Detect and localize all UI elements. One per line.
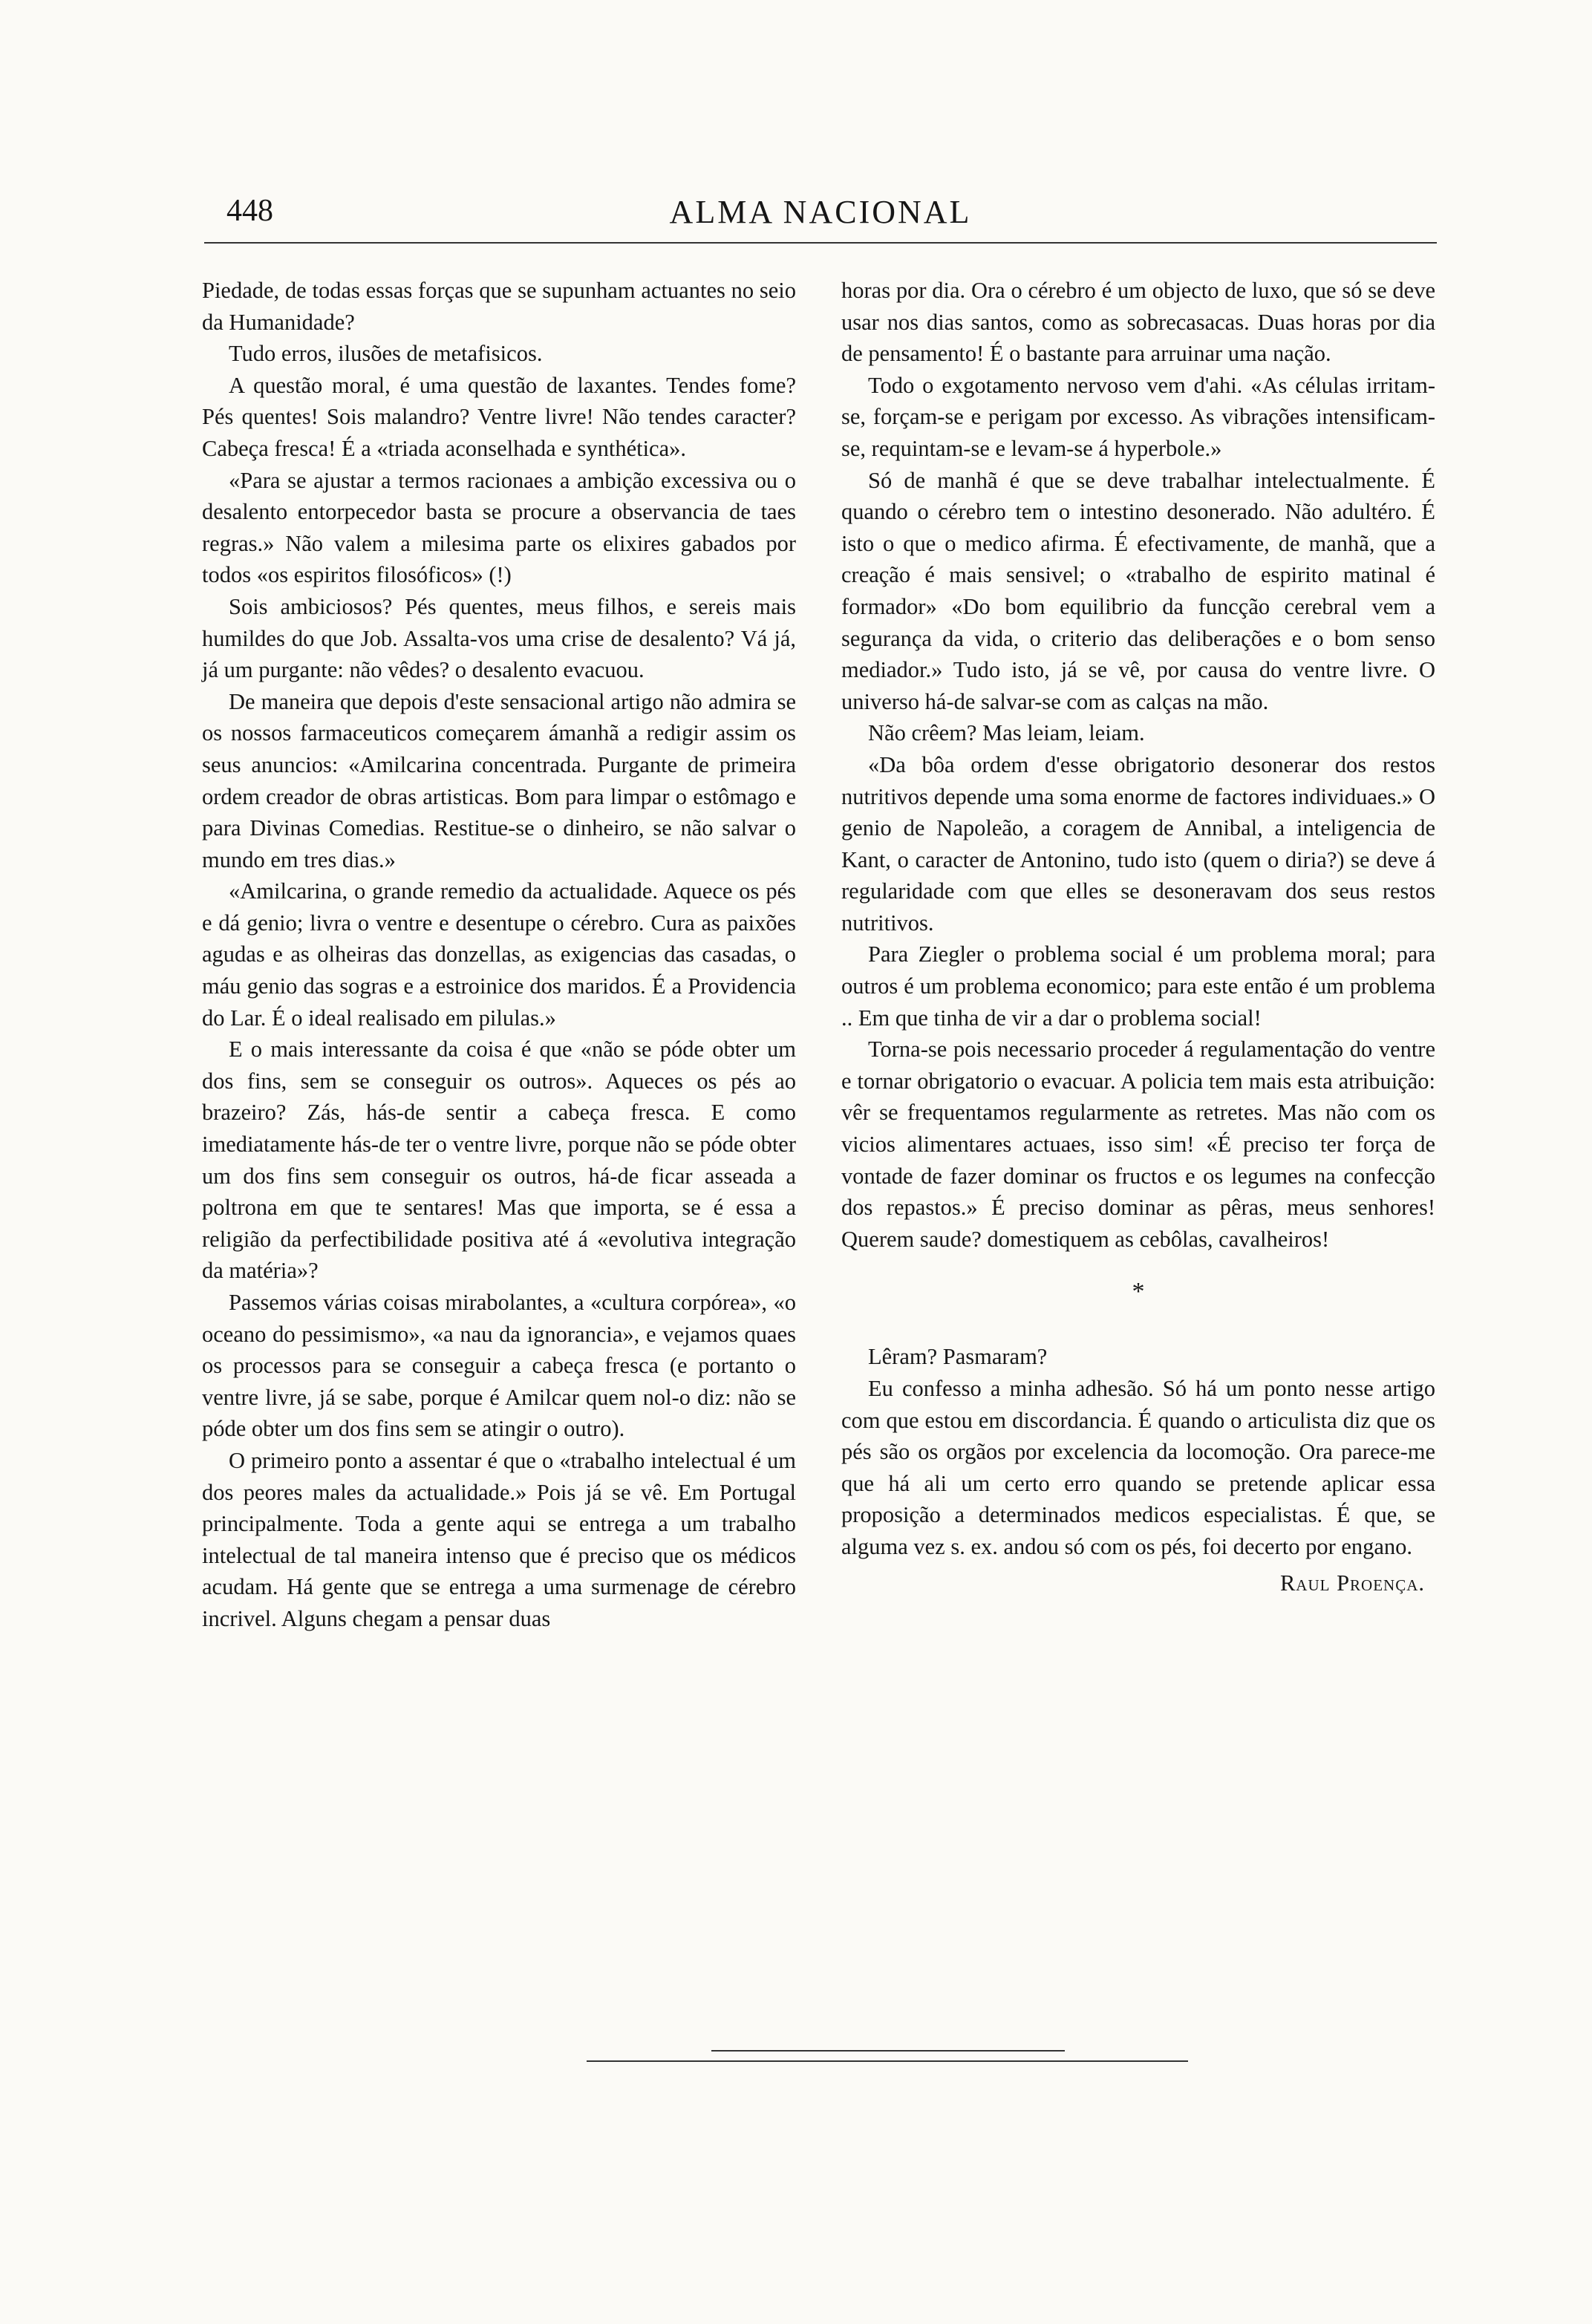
- author-signature: Raul Proença.: [1279, 1570, 1425, 1596]
- paragraph: Piedade, de todas essas forças que se supunham actuantes no seio da Humanidade?: [202, 278, 796, 335]
- right-column: [841, 275, 1435, 1599]
- paragraph: horas por dia. Ora o cérebro é um objecto de luxo, que só se deve usar nos dias santos, como as sobrecasacas. Duas horas por dia de pensamento! É o bastante para arruinar uma nação.: [841, 278, 1435, 367]
- paragraph: «Da bôa ordem d'esse obrigatorio desonerar dos restos nutritivos depende uma soma enorme de factores individuaes.» O genio de Napoleão, a coragem de Annibal, a inteligencia de Kant, o caracter de Antonino, tudo isto (quem o diria?) se deve á regularidade com que elles se desoneravam dos seus restos nutritivos.: [841, 751, 1435, 936]
- paragraph: Para Ziegler o problema social é um problema moral; para outros é um problema economico; para este então é um problema .. Em que tinha de vir a dar o problema social!: [841, 941, 1435, 1031]
- section-asterisk: *: [1132, 1278, 1145, 1306]
- left-column: [202, 275, 796, 1635]
- paragraph: Todo o exgotamento nervoso vem d'ahi. «As células irritam-se, forçam-se e perigam por excesso. As vibrações intensificam-se, requintam-se e levam-se á hyperbole.»: [841, 372, 1435, 461]
- paragraph: Tudo erros, ilusões de metafisicos.: [229, 341, 543, 367]
- footer-rule-short: [711, 2050, 1065, 2052]
- footer-rule-long: [587, 2060, 1188, 2062]
- paragraph: Lêram? Pasmaram?: [868, 1344, 1048, 1370]
- paragraph: Torna-se pois necessario proceder á regulamentação do ventre e tornar obrigatorio o evacuar. A policia tem mais esta atribuição: vêr se frequentamos regularmente as retretes. Mas não com os vicios alimentares actuaes, isso sim! «É preciso ter força de vontade de fazer dominar os fructos e os legumes na confecção dos repastos.» É preciso dominar as pêras, meus senhores! Querem saude? domestiquem as cebôlas, cavalheiros!: [841, 1037, 1435, 1252]
- paragraph: E o mais interessante da coisa é que «não se póde obter um dos fins, sem se conseguir os outros». Aqueces os pés ao brazeiro? Zás, hás-de sentir a cabeça fresca. E como imediatamente hás-de ter o ventre livre, porque não se póde obter um dos fins sem conseguir os outros, há-de ficar asseada a poltrona em que te sentares! Mas que importa, se é essa a religião da perfectibilidade positiva até á «evolutiva integração da matéria»?: [202, 1037, 796, 1284]
- paragraph: O primeiro ponto a assentar é que o «trabalho intelectual é um dos peores males da actualidade.» Pois já se vê. Em Portugal principalmente. Toda a gente aqui se entrega a um trabalho intelectual de tal maneira intenso que é preciso que os médicos acudam. Há gente que se entrega a uma surmenage de cérebro incrivel. Alguns chegam a pensar duas: [202, 1447, 796, 1631]
- running-title: ALMA NACIONAL: [669, 194, 972, 230]
- paragraph: Não crêem? Mas leiam, leiam.: [868, 720, 1145, 746]
- paragraph: «Para se ajustar a termos racionaes a ambição excessiva ou o desalento entorpecedor basta se procure a observancia de taes regras.» Não valem a milesima parte os elixires gabados por todos «os espiritos filosóficos» (!): [202, 467, 796, 588]
- paragraph: Passemos várias coisas mirabolantes, a «cultura corpórea», «o oceano do pessimismo», «a nau da ignorancia», e vejamos quaes os processos para se conseguir a cabeça fresca (e portanto o ventre livre, já se sabe, porque é Amilcar quem nol-o diz: não se póde obter um dos fins sem se atingir o outro).: [202, 1290, 796, 1442]
- paragraph: Só de manhã é que se deve trabalhar intelectualmente. É quando o cérebro tem o intestino desonerado. Não adultéro. É isto o que o medico afirma. É efectivamente, de manhã, que a creação é mais sensivel; o «trabalho de espirito matinal é formador» «Do bom equilibrio da funcção cerebral vem a segurança da vida, o criterio das deliberações e o bom senso mediador.» Tudo isto, já se vê, por causa do ventre livre. O universo há-de salvar-se com as calças na mão.: [841, 467, 1435, 714]
- page-header: [204, 187, 1437, 247]
- paragraph: «Amilcarina, o grande remedio da actualidade. Aquece os pés e dá genio; livra o ventre e desentupe o cérebro. Cura as paixões agudas e as olheiras das donzellas, as exigencias das casadas, o máu genio das sogras e a estroinice dos maridos. É a Providencia do Lar. É o ideal realisado em pilulas.»: [202, 878, 796, 1031]
- paragraph: A questão moral, é uma questão de laxantes. Tendes fome? Pés quentes! Sois malandro? Ventre livre! Não tendes caracter? Cabeça fresca! É a «triada aconselhada e synthética».: [202, 372, 796, 461]
- page-number: 448: [226, 194, 273, 228]
- paragraph: De maneira que depois d'este sensacional artigo não admira se os nossos farmaceuticos começarem ámanhã a redigir assim os seus anuncios: «Amilcarina concentrada. Purgante de primeira ordem creador de obras artisticas. Bom para limpar o estômago e para Divinas Comedias. Restitue-se o dinheiro, se não salvar o mundo em tres dias.»: [202, 688, 796, 872]
- paragraph: Sois ambiciosos? Pés quentes, meus filhos, e sereis mais humildes do que Job. Assalta-vos uma crise de desalento? Vá já, já um purgante: não vêdes? o desalento evacuou.: [202, 593, 796, 683]
- paragraph: Eu confesso a minha adhesão. Só há um ponto nesse artigo com que estou em discordancia. É quando o articulista diz que os pés são os orgãos por excelencia da locomoção. Ora parece-me que há ali um certo erro quando se pretende aplicar essa proposição a determinados medicos especialistas. É que, se alguma vez s. ex. andou só com os pés, foi decerto por engano.: [841, 1376, 1435, 1559]
- header-rule: [204, 242, 1437, 244]
